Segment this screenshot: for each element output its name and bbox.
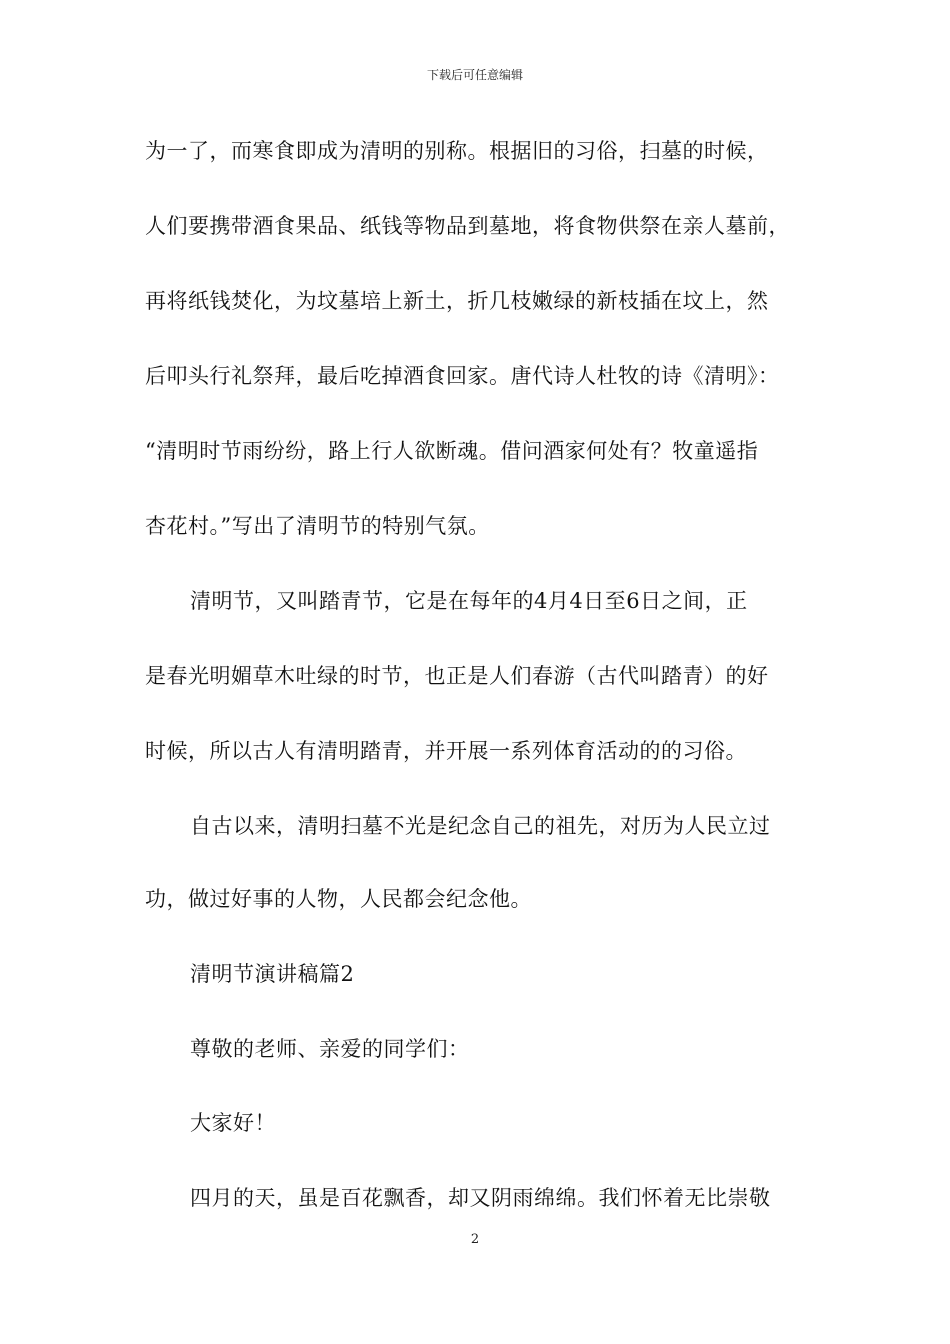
text-line: 人们要携带酒食果品、纸钱等物品到墓地，将食物供祭在亲人墓前， <box>145 214 790 238</box>
text-line: 自古以来，清明扫墓不光是纪念自己的祖先，对历为人民立过 <box>190 814 771 838</box>
text-line: 为一了，而寒食即成为清明的别称。根据旧的习俗，扫墓的时候， <box>145 139 769 163</box>
header-note: 下载后可任意编辑 <box>426 68 523 82</box>
text-line: 再将纸钱焚化，为坟墓培上新土，折几枝嫩绿的新枝插在坟上，然 <box>145 289 769 313</box>
text-line: 清明节，又叫踏青节，它是在每年的4月4日至6日之间，正 <box>190 589 748 613</box>
section-heading: 清明节演讲稿篇2 <box>190 962 355 986</box>
text-line: 时候，所以古人有清明踏青，并开展一系列体育活动的的习俗。 <box>145 739 747 763</box>
text-line: 杏花村。”写出了清明节的特别气氛。 <box>145 514 490 538</box>
text-line: 后叩头行礼祭拜，最后吃掉酒食回家。唐代诗人杜牧的诗《清明》： <box>145 364 780 388</box>
text-line: 大家好！ <box>190 1111 276 1135</box>
text-line: “清明时节雨纷纷，路上行人欲断魂。借问酒家何处有？牧童遥指 <box>145 439 759 463</box>
text-line: 尊敬的老师、亲爱的同学们： <box>190 1037 470 1061</box>
text-line: 是春光明媚草木吐绿的时节，也正是人们春游（古代叫踏青）的好 <box>145 664 769 688</box>
page-number: 2 <box>470 1232 480 1247</box>
text-line: 四月的天，虽是百花飘香，却又阴雨绵绵。我们怀着无比崇敬 <box>190 1186 771 1210</box>
text-line: 功，做过好事的人物，人民都会纪念他。 <box>145 887 532 911</box>
